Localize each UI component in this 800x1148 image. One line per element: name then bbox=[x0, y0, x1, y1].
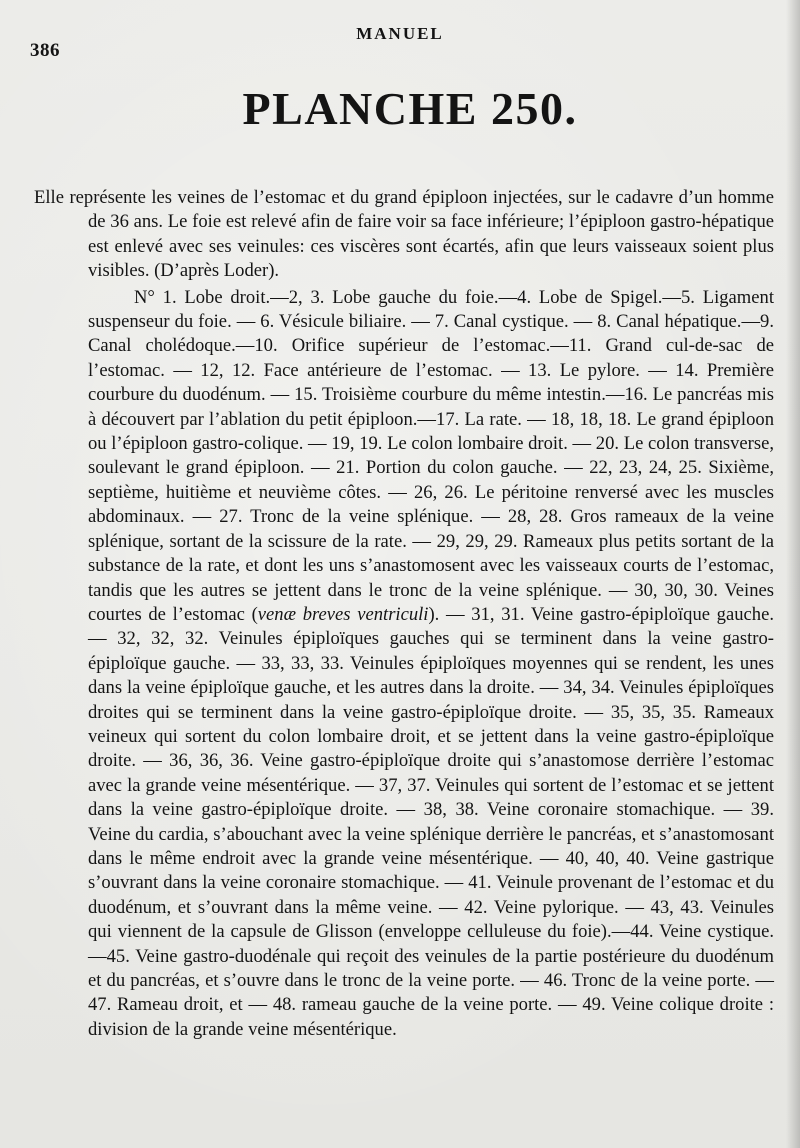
page-number: 386 bbox=[30, 40, 60, 61]
plate-description bbox=[34, 186, 774, 1042]
running-head: MANUEL bbox=[356, 24, 444, 43]
legend-paragraph bbox=[34, 286, 774, 1043]
legend-latin-term: venæ breves ventriculi bbox=[257, 603, 429, 625]
legend-text-part-2: ). — 31, 31. Veine gastro-épiploïque gauche. — 32, 32, 32. Veinules épiploïques gauches qui se terminent dans la veine gastro-épiploïque gauche. — 33, 33, 33. Veinules épiploïques moyennes qui se rendent, les unes dans la veine épiploïque gauche, et les autres dans la droite. — 34, 34. Veinules épiploïques droites qui se terminent dans la veine gastro-épiploïque droite. — 35, 35, 35. Rameaux veineux qui sortent du colon lombaire droit, et se jettent dans la veine gastro-épiploïque droite. — 36, 36, 36. Veine gastro-épiploïque droite qui s’anastomose derrière l’estomac avec la grande veine mésentérique. — 37, 37. Veinules qui sortent de l’estomac et se jettent dans la veine gastro-épiploïque droite. — 38, 38. Veine coronaire stomachique. — 39. Veine du cardia, s’abouchant avec la veine splénique derrière le pancréas, et s’anastomosant dans le même endroit avec la grande veine mésentérique. — 40, 40, 40. Veine gastrique s’ouvrant dans la veine coronaire stomachique. — 41. Veinule provenant de l’estomac et du duodénum, et s’ouvrant dans la même veine. — 42. Veine pylorique. — 43, 43. Veinules qui viennent de la capsule de Glisson (enveloppe celluleuse du foie).—44. Veine cystique.—45. Veine gastro-duodénale qui reçoit des veinules de la partie postérieure du duodénum et du pancréas, et s’ouvre dans le tronc de la veine porte. — 46. Tronc de la veine porte. — 47. Rameau droit, et — 48. rameau gauche de la veine porte. — 49. Veine colique droite : division de la grande veine mésentérique. bbox=[88, 603, 774, 1040]
legend-text-part-1: N° 1. Lobe droit.—2, 3. Lobe gauche du foie.—4. Lobe de Spigel.—5. Ligament suspenseur du foie. — 6. Vésicule biliaire. — 7. Canal cystique. — 8. Canal hépatique.—9. Canal cholédoque.—10. Orifice supérieur de l’estomac.—11. Grand cul-de-sac de l’estomac. — 12, 12. Face antérieure de l’estomac. — 13. Le pylore. — 14. Première courbure du duodénum. — 15. Troisième courbure du même intestin.—16. Le pancréas mis à découvert par l’ablation du petit épiploon.—17. La rate. — 18, 18, 18. Le grand épiploon ou l’épiploon gastro-colique. — 19, 19. Le colon lombaire droit. — 20. Le colon transverse, soulevant le grand épiploon. — 21. Portion du colon gauche. — 22, 23, 24, 25. Sixième, septième, huitième et neuvième côtes. — 26, 26. Le péritoine renversé avec les muscles abdominaux. — 27. Tronc de la veine splénique. — 28, 28. Gros rameaux de la veine splénique, sortant de la scissure de la rate. — 29, 29, 29. Rameaux plus petits sortant de la substance de la rate, et dont les uns s’anastomosent avec les vaisseaux courts de l’estomac, tandis que les autres se jettent dans le tronc de la veine splénique. — 30, 30, 30. Veines courtes de l’estomac ( bbox=[88, 286, 774, 625]
intro-paragraph: Elle représente les veines de l’estomac et du grand épiploon injectées, sur le cadavre d’un homme de 36 ans. Le foie est relevé afin de faire voir sa face inférieure; l’épiploon gastro-hépatique est enlevé avec ses veinules: ces viscères sont écartés, afin que leurs vaisseaux soient plus visibles. (D’après Loder). bbox=[34, 187, 774, 282]
spine-shadow bbox=[786, 0, 800, 1148]
plate-title: PLANCHE 250. bbox=[242, 83, 578, 134]
